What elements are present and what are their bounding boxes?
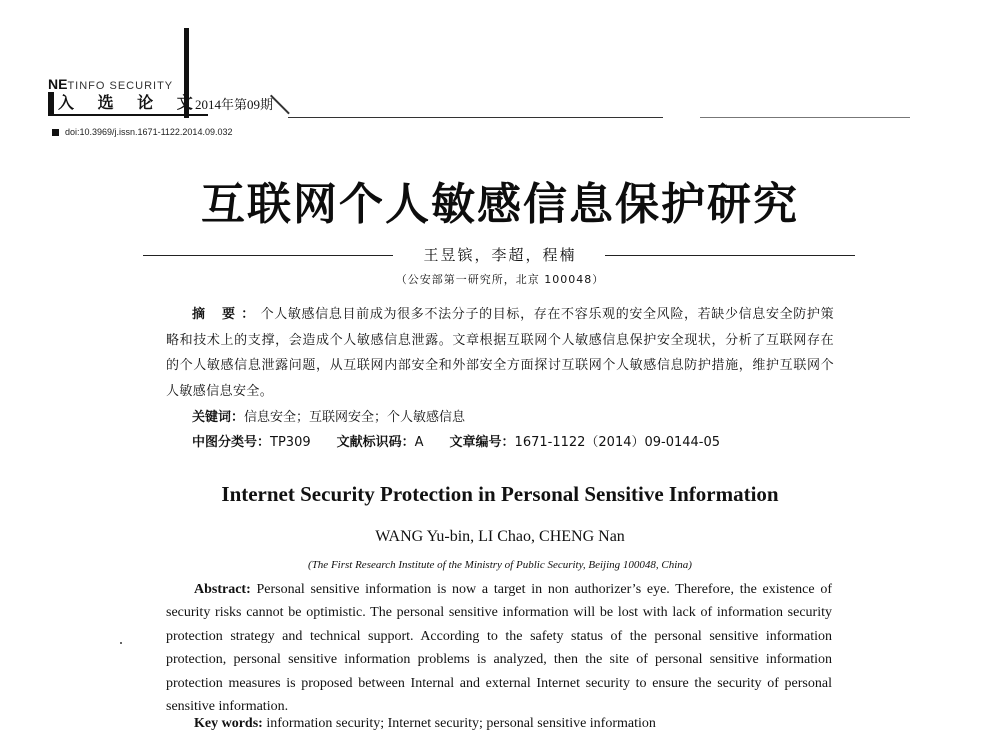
title-en: Internet Security Protection in Personal Sensitive Information [221,482,779,506]
abstract-cn-text: 个人敏感信息目前成为很多不法分子的目标，存在不容乐观的安全风险，若缺少信息安全防护策略和技术上的支撑，会造成个人敏感信息泄露。文章根据互联网个人敏感信息保护安全现状，分析了互联网存在的个人敏感信息泄露问题，从互联网内部安全和外部安全方面探讨互联网个人敏感信息防护措施，维护互联网个人敏感信息安全。 [166,307,834,399]
classification-row [192,431,720,450]
authors-en: WANG Yu-bin, LI Chao, CHENG Nan [375,528,625,545]
authors-cn: 王昱镔，李超，程楠 [423,246,577,264]
scan-speck [120,642,122,644]
header-rule [288,117,663,118]
abstract-cn-label: 摘 要： [192,307,261,322]
keywords-cn-label: 关键词： [192,410,245,425]
abstract-en-text: Personal sensitive information is now a target in non authorizer’s eye. Therefore, the existence of security risks cannot be optimistic. The personal sensitive information will be lost with lack of information security protection strategy and technical support. According to the safety status of the personal sensitive information protection, personal sensitive information problems is analyzed, then the site of personal sensitive information protection measures is proposed between Internal and external Internet security to ensure the security of personal sensitive information. [166,582,833,715]
title-cn: 互联网个人敏感信息保护研究 [201,179,799,230]
keywords-en [194,716,656,732]
keywords-cn [192,406,465,425]
abstract-cn [166,302,834,404]
doi-text: doi:10.3969/j.issn.1671-1122.2014.09.032 [65,127,233,137]
header-rule-faint [700,117,910,118]
journal-logo-text: TINFO SECURITY [67,80,174,92]
doc-code-label: 文献标识码： [336,435,415,450]
clc-label: 中图分类号： [192,435,271,450]
keywords-cn-text: 信息安全；互联网安全；个人敏感信息 [244,410,466,425]
author-rule-left [143,255,393,256]
keywords-en-text: information security; Internet security; personal sensitive information [266,716,656,731]
author-rule-right [605,255,855,256]
doi-square-icon [52,129,59,136]
doi [52,127,232,137]
journal-logo-prefix: NE [48,76,68,92]
abstract-en-label: Abstract: [194,582,251,597]
abstract-en [166,578,832,718]
article-no-label: 文章编号： [449,435,515,450]
doc-code-value: A [414,435,424,450]
journal-logo [48,76,173,92]
affiliation-cn: （公安部第一研究所，北京 100048） [395,273,605,286]
clc-value: TP309 [270,435,311,450]
issue-label: 2014年第09期 [195,97,274,112]
affiliation-en: (The First Research Institute of the Ministry of Public Security, Beijing 100048, China) [308,559,692,571]
article-no-value: 1671-1122（2014）09-0144-05 [514,435,721,450]
section-label: 入 选 论 文 [48,92,208,116]
keywords-en-label: Key words: [194,716,263,731]
